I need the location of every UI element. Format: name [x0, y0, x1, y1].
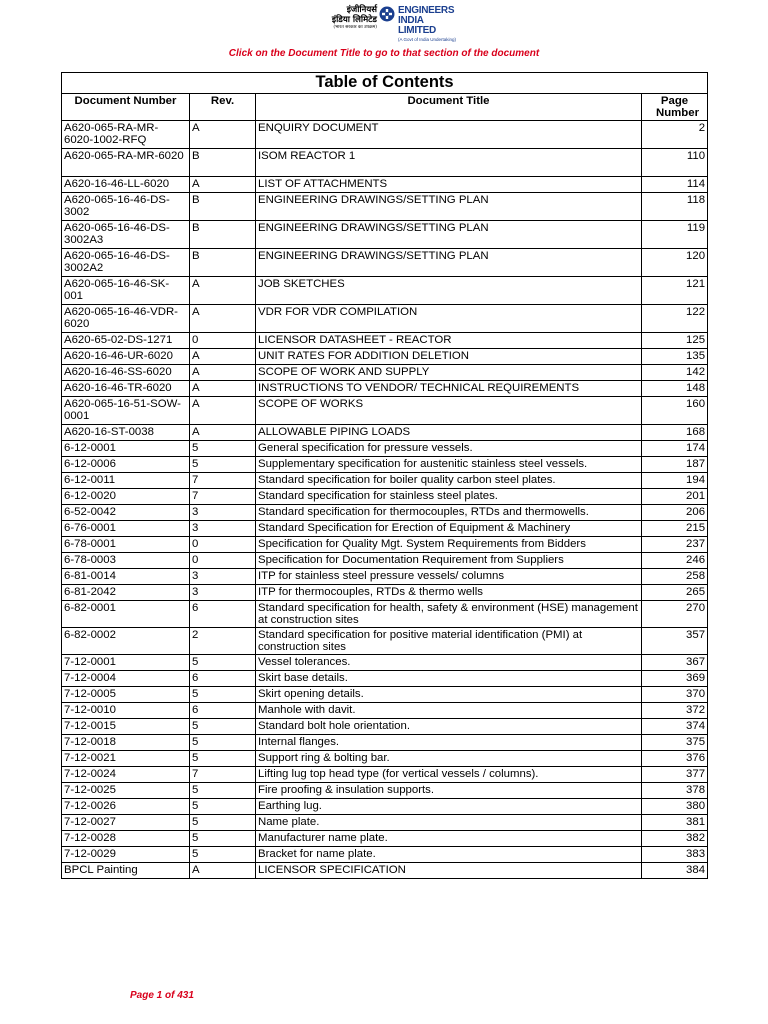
table-row	[62, 221, 708, 249]
cell-page-number: 201	[642, 489, 708, 505]
cell-page-number: 377	[642, 767, 708, 783]
cell-document-number: A620-16-46-UR-6020	[62, 349, 190, 365]
cell-document-number: 6-78-0001	[62, 537, 190, 553]
cell-page-number: 148	[642, 381, 708, 397]
cell-rev: 3	[190, 585, 256, 601]
cell-document-number: BPCL Painting	[62, 863, 190, 879]
page-counter: Page 1 of 431	[130, 990, 194, 1001]
table-row	[62, 249, 708, 277]
cell-rev: 5	[190, 799, 256, 815]
cell-rev: 5	[190, 719, 256, 735]
cell-document-number: 7-12-0015	[62, 719, 190, 735]
cell-rev: B	[190, 249, 256, 277]
cell-rev: 5	[190, 441, 256, 457]
company-logo	[309, 3, 459, 42]
cell-rev: 5	[190, 457, 256, 473]
toc-link-document-title[interactable]: Standard specification for positive material identification (PMI) at construction sites	[256, 628, 642, 655]
cell-page-number: 381	[642, 815, 708, 831]
cell-document-number: A620-065-RA-MR-6020-1002-RFQ	[62, 121, 190, 149]
cell-rev: 0	[190, 333, 256, 349]
cell-rev: A	[190, 365, 256, 381]
cell-rev: 0	[190, 537, 256, 553]
toc-title: Table of Contents	[62, 73, 708, 94]
toc-link-document-title[interactable]: Manhole with davit.	[256, 703, 642, 719]
cell-rev: A	[190, 349, 256, 365]
instruction-text: Click on the Document Title to go to that section of the document	[228, 48, 540, 59]
cell-rev: A	[190, 397, 256, 425]
table-row	[62, 505, 708, 521]
toc-link-document-title[interactable]: ENQUIRY DOCUMENT	[256, 121, 642, 149]
cell-page-number: 270	[642, 601, 708, 628]
cell-rev: 5	[190, 815, 256, 831]
cell-page-number: 376	[642, 751, 708, 767]
logo-english-text	[398, 6, 459, 43]
cell-document-number: 7-12-0005	[62, 687, 190, 703]
table-row	[62, 719, 708, 735]
cell-document-number: 7-12-0021	[62, 751, 190, 767]
toc-link-document-title[interactable]: Fire proofing & insulation supports.	[256, 783, 642, 799]
cell-document-number: 6-78-0003	[62, 553, 190, 569]
cell-page-number: 357	[642, 628, 708, 655]
toc-link-document-title[interactable]: Standard bolt hole orientation.	[256, 719, 642, 735]
cell-document-number: 6-81-0014	[62, 569, 190, 585]
cell-document-number: A620-16-46-LL-6020	[62, 177, 190, 193]
toc-link-document-title[interactable]: Skirt opening details.	[256, 687, 642, 703]
cell-page-number: 383	[642, 847, 708, 863]
logo-en-line1: ENGINEERS	[398, 5, 455, 16]
cell-document-number: A620-065-16-46-DS-3002A2	[62, 249, 190, 277]
table-row	[62, 863, 708, 879]
cell-document-number: A620-065-16-46-SK-001	[62, 277, 190, 305]
table-row	[62, 149, 708, 177]
table-row	[62, 847, 708, 863]
table-row	[62, 381, 708, 397]
cell-document-number: 6-82-0002	[62, 628, 190, 655]
cell-page-number: 369	[642, 671, 708, 687]
cell-page-number: 375	[642, 735, 708, 751]
toc-link-document-title[interactable]: VDR FOR VDR COMPILATION	[256, 305, 642, 333]
cell-page-number: 119	[642, 221, 708, 249]
table-row	[62, 457, 708, 473]
cell-rev: 3	[190, 521, 256, 537]
toc-link-document-title[interactable]: Earthing lug.	[256, 799, 642, 815]
toc-link-document-title[interactable]: Standard specification for health, safety & environment (HSE) management at construction sites	[256, 601, 642, 628]
cell-page-number: 265	[642, 585, 708, 601]
table-row	[62, 177, 708, 193]
cell-rev: 5	[190, 735, 256, 751]
cell-document-number: A620-065-16-51-SOW-0001	[62, 397, 190, 425]
cell-page-number: 118	[642, 193, 708, 221]
cell-page-number: 194	[642, 473, 708, 489]
toc-link-document-title[interactable]: Standard Specification for Erection of Equipment & Machinery	[256, 521, 642, 537]
toc-link-document-title[interactable]: ENGINEERING DRAWINGS/SETTING PLAN	[256, 221, 642, 249]
table-row	[62, 397, 708, 425]
cell-rev: 5	[190, 783, 256, 799]
table-row	[62, 193, 708, 221]
table-row	[62, 425, 708, 441]
cell-document-number: 6-76-0001	[62, 521, 190, 537]
eil-emblem-icon	[379, 6, 395, 22]
cell-document-number: 6-52-0042	[62, 505, 190, 521]
cell-page-number: 237	[642, 537, 708, 553]
table-row	[62, 121, 708, 149]
cell-rev: 3	[190, 505, 256, 521]
table-row	[62, 767, 708, 783]
cell-rev: A	[190, 177, 256, 193]
cell-rev: A	[190, 425, 256, 441]
table-row	[62, 585, 708, 601]
cell-document-number: A620-065-RA-MR-6020	[62, 149, 190, 177]
table-row	[62, 521, 708, 537]
cell-page-number: 370	[642, 687, 708, 703]
cell-document-number: 6-12-0001	[62, 441, 190, 457]
table-row	[62, 783, 708, 799]
table-row	[62, 601, 708, 628]
table-row	[62, 628, 708, 655]
cell-document-number: A620-065-16-46-DS-3002	[62, 193, 190, 221]
toc-link-document-title[interactable]: SCOPE OF WORK AND SUPPLY	[256, 365, 642, 381]
table-row	[62, 569, 708, 585]
toc-link-document-title[interactable]: LICENSOR DATASHEET - REACTOR	[256, 333, 642, 349]
cell-page-number: 2	[642, 121, 708, 149]
toc-link-document-title[interactable]: Specification for Quality Mgt. System Requirements from Bidders	[256, 537, 642, 553]
cell-rev: A	[190, 277, 256, 305]
toc-link-document-title[interactable]: ITP for stainless steel pressure vessels/ columns	[256, 569, 642, 585]
cell-rev: A	[190, 305, 256, 333]
table-row	[62, 441, 708, 457]
table-row	[62, 349, 708, 365]
cell-document-number: A620-065-16-46-VDR-6020	[62, 305, 190, 333]
cell-page-number: 246	[642, 553, 708, 569]
cell-rev: A	[190, 863, 256, 879]
toc-link-document-title[interactable]: Manufacturer name plate.	[256, 831, 642, 847]
cell-rev: 6	[190, 671, 256, 687]
table-row	[62, 473, 708, 489]
table-row	[62, 489, 708, 505]
cell-document-number: 6-12-0011	[62, 473, 190, 489]
cell-rev: B	[190, 221, 256, 249]
cell-rev: 0	[190, 553, 256, 569]
table-row	[62, 799, 708, 815]
cell-page-number: 120	[642, 249, 708, 277]
toc-link-document-title[interactable]: Specification for Documentation Requirement from Suppliers	[256, 553, 642, 569]
cell-rev: 7	[190, 473, 256, 489]
column-header-page-number: Page Number	[642, 94, 708, 121]
toc-link-document-title[interactable]: Vessel tolerances.	[256, 655, 642, 671]
cell-page-number: 384	[642, 863, 708, 879]
cell-rev: 2	[190, 628, 256, 655]
toc-link-document-title[interactable]: INSTRUCTIONS TO VENDOR/ TECHNICAL REQUIREMENTS	[256, 381, 642, 397]
cell-document-number: A620-16-ST-0038	[62, 425, 190, 441]
cell-page-number: 382	[642, 831, 708, 847]
table-row	[62, 655, 708, 671]
toc-link-document-title[interactable]: SCOPE OF WORKS	[256, 397, 642, 425]
toc-link-document-title[interactable]: JOB SKETCHES	[256, 277, 642, 305]
cell-document-number: A620-65-02-DS-1271	[62, 333, 190, 349]
toc-link-document-title[interactable]: Skirt base details.	[256, 671, 642, 687]
cell-document-number: 7-12-0004	[62, 671, 190, 687]
cell-rev: B	[190, 149, 256, 177]
toc-link-document-title[interactable]: Standard specification for stainless steel plates.	[256, 489, 642, 505]
cell-rev: 5	[190, 687, 256, 703]
cell-rev: A	[190, 121, 256, 149]
toc-link-document-title[interactable]: LIST OF ATTACHMENTS	[256, 177, 642, 193]
cell-rev: A	[190, 381, 256, 397]
column-header-document-title: Document Title	[256, 94, 642, 121]
table-of-contents	[61, 72, 708, 879]
toc-link-document-title[interactable]: ALLOWABLE PIPING LOADS	[256, 425, 642, 441]
cell-document-number: 7-12-0018	[62, 735, 190, 751]
table-row	[62, 687, 708, 703]
table-row	[62, 365, 708, 381]
cell-document-number: A620-16-46-TR-6020	[62, 381, 190, 397]
table-row	[62, 305, 708, 333]
cell-page-number: 187	[642, 457, 708, 473]
cell-document-number: 7-12-0027	[62, 815, 190, 831]
table-row	[62, 703, 708, 719]
column-header-rev: Rev.	[190, 94, 256, 121]
table-row	[62, 537, 708, 553]
cell-page-number: 110	[642, 149, 708, 177]
toc-link-document-title[interactable]: ISOM REACTOR 1	[256, 149, 642, 177]
table-row	[62, 333, 708, 349]
cell-rev: 6	[190, 601, 256, 628]
table-row	[62, 553, 708, 569]
cell-document-number: A620-065-16-46-DS-3002A3	[62, 221, 190, 249]
cell-document-number: 7-12-0024	[62, 767, 190, 783]
table-row	[62, 815, 708, 831]
cell-page-number: 372	[642, 703, 708, 719]
table-row	[62, 735, 708, 751]
logo-hindi-line2: इंडिया लिमिटेड	[331, 15, 377, 25]
logo-hindi-text	[309, 5, 377, 31]
logo-hindi-sub: (भारत सरकार का उपक्रम)	[333, 25, 377, 30]
cell-document-number: 7-12-0028	[62, 831, 190, 847]
cell-page-number: 160	[642, 397, 708, 425]
logo-en-sub: (A Govt of India Undertaking)	[398, 37, 457, 42]
cell-page-number: 125	[642, 333, 708, 349]
cell-rev: 5	[190, 847, 256, 863]
cell-page-number: 114	[642, 177, 708, 193]
cell-document-number: 6-81-2042	[62, 585, 190, 601]
cell-page-number: 135	[642, 349, 708, 365]
toc-link-document-title[interactable]: ENGINEERING DRAWINGS/SETTING PLAN	[256, 193, 642, 221]
cell-page-number: 174	[642, 441, 708, 457]
cell-page-number: 380	[642, 799, 708, 815]
cell-document-number: 7-12-0029	[62, 847, 190, 863]
cell-page-number: 378	[642, 783, 708, 799]
column-header-document-number: Document Number	[62, 94, 190, 121]
toc-link-document-title[interactable]: Internal flanges.	[256, 735, 642, 751]
cell-page-number: 168	[642, 425, 708, 441]
cell-page-number: 122	[642, 305, 708, 333]
cell-document-number: 7-12-0010	[62, 703, 190, 719]
cell-document-number: A620-16-46-SS-6020	[62, 365, 190, 381]
toc-link-document-title[interactable]: Support ring & bolting bar.	[256, 751, 642, 767]
cell-document-number: 6-82-0001	[62, 601, 190, 628]
cell-page-number: 258	[642, 569, 708, 585]
toc-link-document-title[interactable]: UNIT RATES FOR ADDITION DELETION	[256, 349, 642, 365]
cell-page-number: 121	[642, 277, 708, 305]
cell-rev: 7	[190, 489, 256, 505]
logo-en-line2: INDIA LIMITED	[398, 15, 436, 36]
toc-link-document-title[interactable]: Bracket for name plate.	[256, 847, 642, 863]
table-row	[62, 831, 708, 847]
cell-rev: 6	[190, 703, 256, 719]
cell-rev: 5	[190, 751, 256, 767]
cell-page-number: 206	[642, 505, 708, 521]
toc-link-document-title[interactable]: LICENSOR SPECIFICATION	[256, 863, 642, 879]
toc-link-document-title[interactable]: ITP for thermocouples, RTDs & thermo wells	[256, 585, 642, 601]
cell-rev: 7	[190, 767, 256, 783]
cell-rev: 5	[190, 655, 256, 671]
cell-page-number: 374	[642, 719, 708, 735]
toc-body	[62, 121, 708, 879]
cell-document-number: 6-12-0020	[62, 489, 190, 505]
cell-document-number: 7-12-0025	[62, 783, 190, 799]
cell-document-number: 7-12-0026	[62, 799, 190, 815]
cell-rev: 5	[190, 831, 256, 847]
cell-rev: 3	[190, 569, 256, 585]
toc-link-document-title[interactable]: General specification for pressure vessels.	[256, 441, 642, 457]
cell-document-number: 6-12-0006	[62, 457, 190, 473]
cell-page-number: 142	[642, 365, 708, 381]
toc-link-document-title[interactable]: Standard specification for thermocouples, RTDs and thermowells.	[256, 505, 642, 521]
logo-hindi-line1: इंजीनियर्स	[346, 5, 377, 15]
cell-document-number: 7-12-0001	[62, 655, 190, 671]
table-row	[62, 671, 708, 687]
cell-page-number: 367	[642, 655, 708, 671]
toc-link-document-title[interactable]: Supplementary specification for austenitic stainless steel vessels.	[256, 457, 642, 473]
toc-link-document-title[interactable]: Lifting lug top head type (for vertical vessels / columns).	[256, 767, 642, 783]
toc-link-document-title[interactable]: Name plate.	[256, 815, 642, 831]
cell-rev: B	[190, 193, 256, 221]
table-row	[62, 277, 708, 305]
cell-page-number: 215	[642, 521, 708, 537]
toc-link-document-title[interactable]: Standard specification for boiler quality carbon steel plates.	[256, 473, 642, 489]
toc-link-document-title[interactable]: ENGINEERING DRAWINGS/SETTING PLAN	[256, 249, 642, 277]
table-row	[62, 751, 708, 767]
